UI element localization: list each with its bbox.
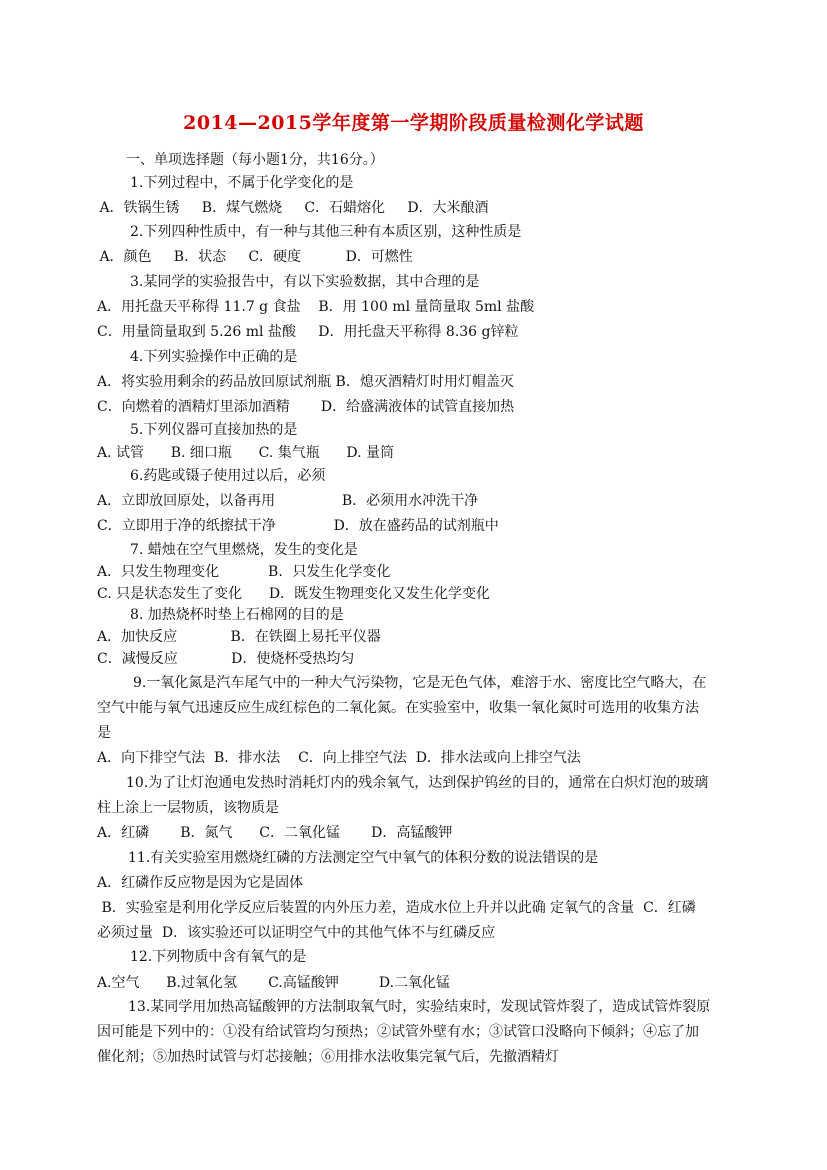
options-8-ab: A．加快反应 B．在铁圈上易托平仪器 xyxy=(97,629,381,645)
question-10-line-1: 10.为了让灯泡通电发热时消耗灯内的残余氧气，达到保护钨丝的目的，通常在白炽灯泡的玻璃 xyxy=(126,775,709,791)
question-1: 1.下列过程中，不属于化学变化的是 xyxy=(130,175,354,191)
exam-title: 2014—2015学年度第一学期阶段质量检测化学试题 xyxy=(183,112,644,134)
options-3-ab: A．用托盘天平称得 11.7 g 食盐 B．用 100 ml 量筒量取 5ml 盐酸 xyxy=(97,299,535,315)
options-6-cd: C．立即用于净的纸擦拭干净 D．放在盛药品的试剂瓶中 xyxy=(97,518,499,534)
options-11-b: B．实验室是利用化学反应后装置的内外压力差，造成水位上升并以此确 定氧气的含量 C．红磷 xyxy=(97,900,696,916)
question-3: 3.某同学的实验报告中，有以下实验数据，其中合理的是 xyxy=(130,274,480,290)
question-6: 6.药匙或镊子使用过以后，必须 xyxy=(130,468,326,484)
question-9-line-2: 空气中能与氧气迅速反应生成红棕色的二氧化氮。在实验室中，收集一氧化氮时可选用的收集方法 xyxy=(97,700,699,716)
section-heading: 一、单项选择题（每小题1分，共16分。） xyxy=(126,152,384,168)
question-13-line-2: 因可能是下列中的：①没有给试管均匀预热；②试管外壁有水；③试管口没略向下倾斜；④忘了加 xyxy=(97,1024,699,1040)
options-8-cd: C．减慢反应 D．使烧杯受热均匀 xyxy=(97,651,355,667)
options-12: A.空气 B.过氧化氢 C.高锰酸钾 D.二氧化锰 xyxy=(97,975,451,991)
options-4-cd: C．向燃着的酒精灯里添加酒精 D．给盛满液体的试管直接加热 xyxy=(97,399,515,415)
question-12: 12.下列物质中含有氧气的是 xyxy=(130,949,307,965)
options-1: A．铁锅生锈 B．煤气燃烧 C．石蜡熔化 D．大米酿酒 xyxy=(95,200,489,216)
question-9-line-1: 9.一氧化氮是汽车尾气中的一种大气污染物，它是无色气体，难溶于水、密度比空气略大，在 xyxy=(133,675,707,691)
options-7-ab: A．只发生物理变化 B．只发生化学变化 xyxy=(97,564,391,580)
options-7-cd: C. 只是状态发生了变化 D．既发生物理变化又发生化学变化 xyxy=(97,586,491,602)
question-10-line-2: 柱上涂上一层物质，该物质是 xyxy=(97,800,279,816)
options-11-cd: 必须过量 D．该实验还可以证明空气中的其他气体不与红磷反应 xyxy=(97,925,496,941)
question-11: 11.有关实验室用燃烧红磷的方法测定空气中氧气的体积分数的说法错误的是 xyxy=(128,850,599,866)
options-6-ab: A．立即放回原处，以备再用 B．必须用水冲洗干净 xyxy=(97,493,479,509)
options-9: A．向下排空气法 B．排水法 C．向上排空气法 D．排水法或向上排空气法 xyxy=(97,750,581,766)
question-8: 8. 加热烧杯时垫上石棉网的目的是 xyxy=(130,607,344,623)
question-7: 7. 蜡烛在空气里燃烧，发生的变化是 xyxy=(130,542,358,558)
options-10: A．红磷 B．氮气 C．二氧化锰 D．高锰酸钾 xyxy=(97,825,453,841)
options-3-cd: C．用量筒量取到 5.26 ml 盐酸 D．用托盘天平称得 8.36 g锌粒 xyxy=(97,324,519,340)
options-11-a: A．红磷作反应物是因为它是固体 xyxy=(97,875,304,891)
options-5: A. 试管 B. 细口瓶 C. 集气瓶 D. 量筒 xyxy=(97,445,395,461)
question-4: 4.下列实验操作中正确的是 xyxy=(130,349,298,365)
question-9-line-3: 是 xyxy=(97,725,111,741)
question-13-line-1: 13.某同学用加热高锰酸钾的方法制取氧气时，实验结束时，发现试管炸裂了，造成试管炸裂原 xyxy=(128,999,711,1015)
question-5: 5.下列仪器可直接加热的是 xyxy=(130,422,298,438)
question-2: 2.下列四种性质中，有一种与其他三种有本质区别，这种性质是 xyxy=(130,224,522,240)
options-4-ab: A．将实验用剩余的药品放回原试剂瓶 B．熄灭酒精灯时用灯帽盖灭 xyxy=(97,374,514,390)
options-2: A．颜色 B．状态 C．硬度 D．可燃性 xyxy=(95,249,413,265)
question-13-line-3: 催化剂；⑤加热时试管与灯芯接触；⑥用排水法收集完氧气后，先撤酒精灯 xyxy=(97,1049,559,1065)
